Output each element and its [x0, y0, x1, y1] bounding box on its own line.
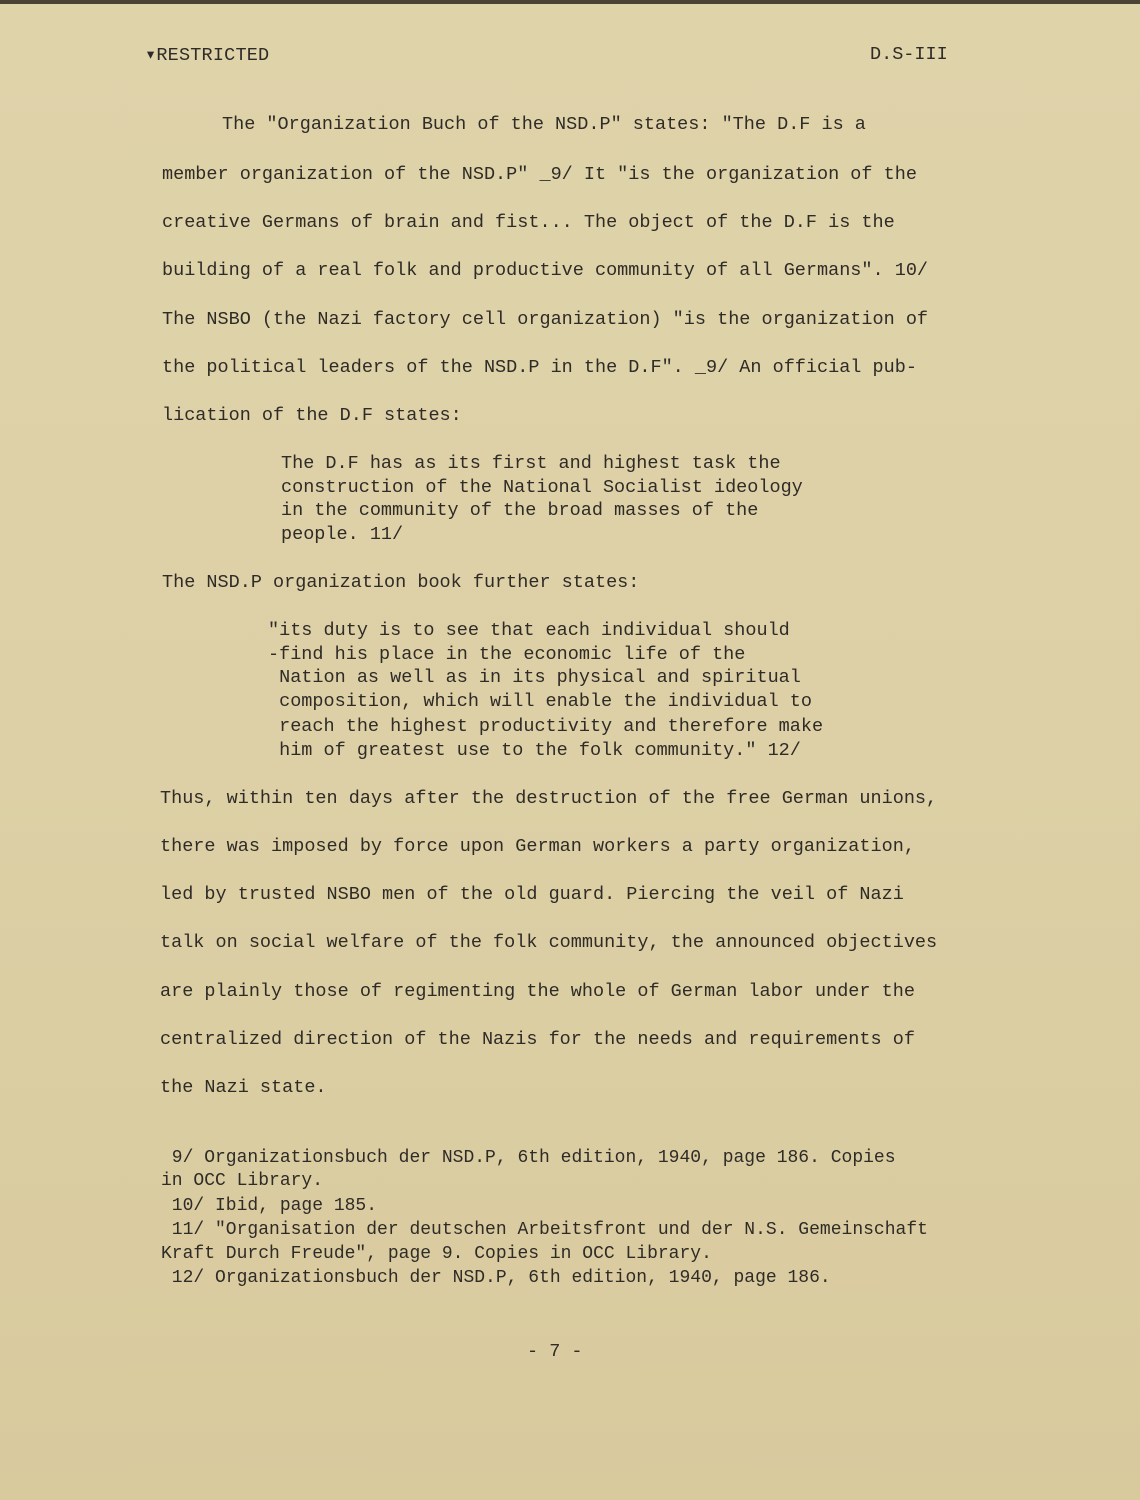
footnote-line: 9/ Organizationsbuch der NSD.P, 6th edition, 1940, page 186. Copies [161, 1148, 896, 1168]
page-number: - 7 - [527, 1341, 583, 1362]
body-line: The NSD.P organization book further states: [162, 572, 640, 593]
document-id: D.S-III [870, 44, 948, 65]
body-line: member organization of the NSD.P" _9/ It "is the organization of the [162, 164, 917, 185]
body-line: building of a real folk and productive community of all Germans". 10/ [162, 260, 929, 281]
footnote-line: Kraft Durch Freude", page 9. Copies in OCC Library. [161, 1244, 712, 1264]
body-line: creative Germans of brain and fist... The object of the D.F is the [162, 212, 895, 233]
quote-line: people. 11/ [281, 524, 404, 545]
body-line: led by trusted NSBO men of the old guard. Piercing the veil of Nazi [160, 884, 904, 905]
quote-line: reach the highest productivity and therefore make [268, 716, 824, 737]
quote-line: "its duty is to see that each individual should [268, 620, 790, 641]
body-line: Thus, within ten days after the destruction of the free German unions, [160, 788, 938, 809]
classification-label: ▾RESTRICTED [145, 45, 270, 66]
body-line: centralized direction of the Nazis for the needs and requirements of [160, 1029, 915, 1050]
footnote-line: 10/ Ibid, page 185. [161, 1196, 378, 1216]
body-line: there was imposed by force upon German workers a party organization, [160, 836, 915, 857]
quote-line: construction of the National Socialist ideology [281, 477, 803, 498]
footnote-line: 12/ Organizationsbuch der NSD.P, 6th edition, 1940, page 186. [161, 1268, 831, 1288]
body-line: The "Organization Buch of the NSD.P" states: "The D.F is a [222, 114, 866, 135]
body-line: are plainly those of regimenting the whole of German labor under the [160, 981, 915, 1002]
quote-line: The D.F has as its first and highest task the [281, 453, 781, 474]
quote-line: him of greatest use to the folk community." 12/ [268, 740, 801, 761]
footnote-line: in OCC Library. [161, 1171, 324, 1191]
quote-line: in the community of the broad masses of the [281, 500, 759, 521]
quote-line: -find his place in the economic life of the [268, 644, 746, 665]
quote-line: composition, which will enable the individual to [268, 691, 812, 712]
body-line: talk on social welfare of the folk community, the announced objectives [160, 932, 938, 953]
body-line: the political leaders of the NSD.P in the D.F". _9/ An official pub- [162, 357, 917, 378]
body-line: the Nazi state. [160, 1077, 327, 1098]
body-line: lication of the D.F states: [162, 405, 462, 426]
page-edge [0, 0, 1140, 4]
body-line: The NSBO (the Nazi factory cell organization) "is the organization of [162, 309, 929, 330]
footnote-line: 11/ "Organisation der deutschen Arbeitsfront und der N.S. Gemeinschaft [161, 1220, 928, 1240]
quote-line: Nation as well as in its physical and spiritual [268, 667, 801, 688]
